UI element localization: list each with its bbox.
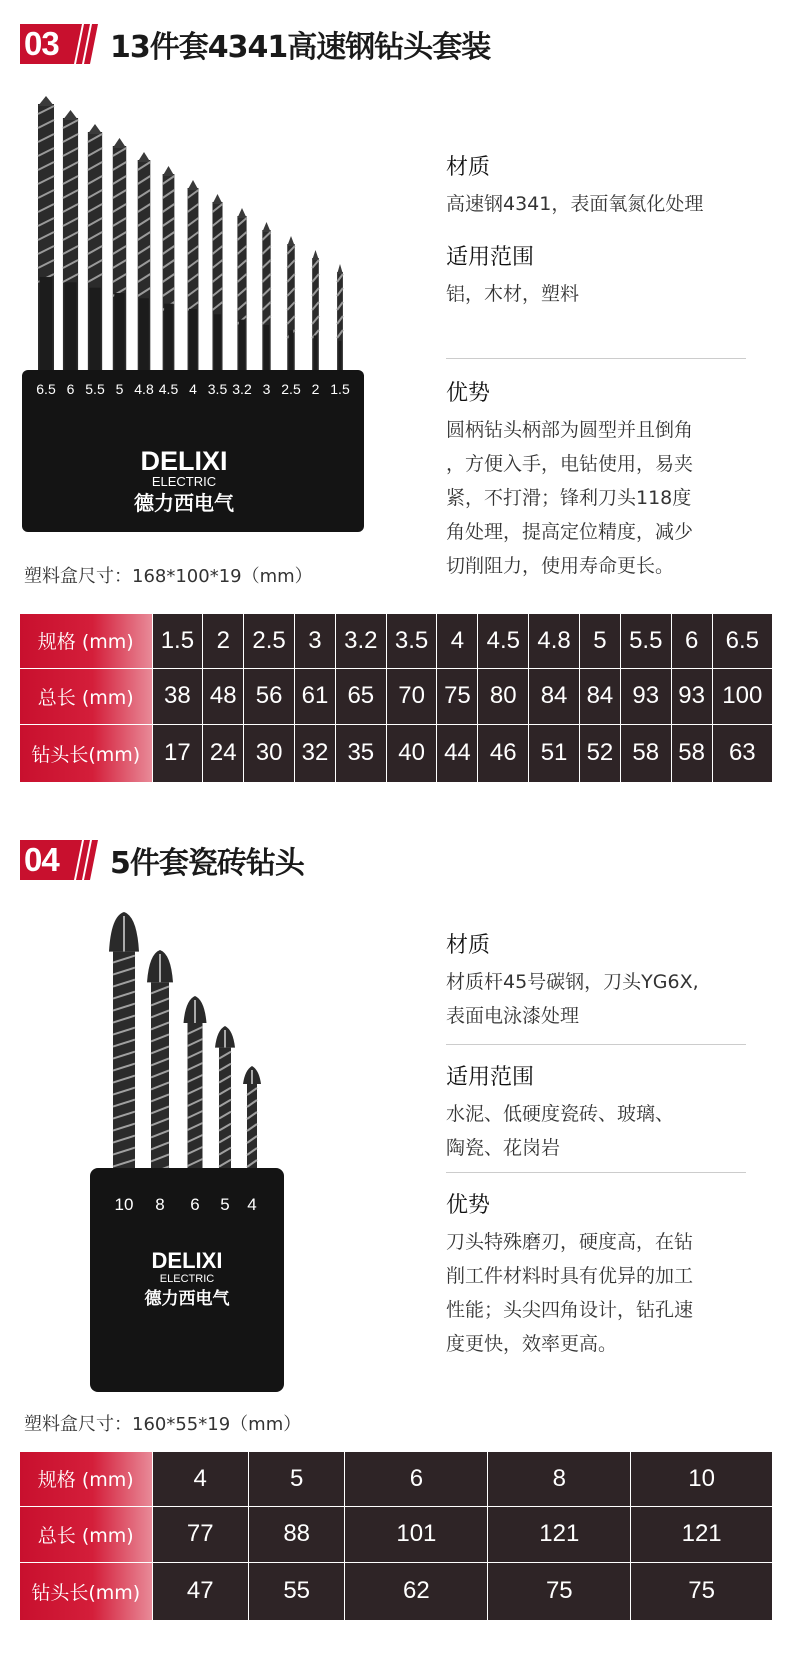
table-row	[20, 1562, 772, 1620]
drill-size-label: 6	[66, 381, 75, 397]
drill-size-label: 2	[311, 381, 320, 397]
info-heading: 材质	[446, 155, 491, 180]
info-divider	[446, 1044, 746, 1045]
table-cell: 44	[437, 724, 478, 782]
tile-drill-bit	[109, 912, 139, 1200]
table-cell: 70	[386, 668, 437, 724]
table-cell: 3.2	[335, 614, 386, 668]
drill-bit	[188, 180, 199, 388]
info-block	[446, 1188, 761, 1361]
drill-bit	[163, 166, 175, 388]
table-cell: 121	[488, 1506, 631, 1562]
info-text-line: ，方便入手，电钻使用，易夹	[446, 453, 694, 475]
info-text-line: 削工件材料时具有优异的加工	[446, 1265, 694, 1287]
table-cell: 63	[712, 724, 772, 782]
drill-size-label: 5.5	[85, 381, 105, 397]
row-label: 钻头长(mm)	[20, 724, 152, 782]
info-heading: 适用范围	[446, 245, 535, 270]
table-cell: 121	[631, 1506, 772, 1562]
drill-bit	[337, 264, 343, 388]
table-cell: 48	[203, 668, 244, 724]
drill-size-label: 3.2	[232, 381, 252, 397]
drill-size-label: 3	[262, 381, 271, 397]
storage-case	[90, 1168, 284, 1392]
table-cell: 8	[488, 1452, 631, 1506]
drill-bit	[287, 236, 295, 388]
table-cell: 62	[345, 1562, 488, 1620]
section-number-badge	[20, 24, 100, 64]
table-row	[20, 668, 772, 724]
table-cell: 47	[152, 1562, 248, 1620]
drill-size-label: 10	[114, 1195, 134, 1214]
table-cell: 4	[437, 614, 478, 668]
table-cell: 24	[203, 724, 244, 782]
table-cell: 30	[244, 724, 295, 782]
info-divider	[446, 1172, 746, 1173]
drill-size-label: 5	[220, 1195, 230, 1214]
drill-size-label: 4	[189, 381, 197, 397]
table-row	[20, 1452, 772, 1506]
brand-sub: ELECTRIC	[159, 1273, 215, 1285]
brand-cn: 德力西电气	[144, 1289, 230, 1309]
table-cell: 58	[620, 724, 671, 782]
table-cell: 84	[579, 668, 620, 724]
table-cell: 6	[671, 614, 712, 668]
drill-size-label: 2.5	[281, 381, 301, 397]
table-cell: 5.5	[620, 614, 671, 668]
box-size-caption: 塑料盒尺寸：168*100*19（mm）	[24, 566, 313, 587]
box-size-caption: 塑料盒尺寸：160*55*19（mm）	[24, 1414, 302, 1435]
brand-sub: ELECTRIC	[151, 474, 217, 489]
info-text-line: 高速钢4341，表面氧氮化处理	[446, 193, 704, 215]
section-04-header	[20, 838, 304, 882]
row-label: 规格 (mm)	[20, 1452, 152, 1506]
drill-bit	[138, 152, 151, 388]
spec-table-5	[20, 1452, 772, 1621]
brand-cn: 德力西电气	[134, 491, 234, 515]
info-text-line: 角处理，提高定位精度，减少	[446, 521, 694, 543]
table-cell: 3.5	[386, 614, 437, 668]
table-cell: 93	[620, 668, 671, 724]
info-divider	[446, 358, 746, 359]
drill-bit	[38, 96, 54, 388]
info-heading: 适用范围	[446, 1065, 535, 1090]
section-title: 5件套瓷砖钻头	[110, 846, 304, 881]
info-heading: 优势	[446, 381, 491, 406]
drill-bit	[262, 222, 270, 388]
drill-size-label: 1.5	[330, 381, 350, 397]
drill-bits-group	[109, 912, 261, 1200]
storage-case	[22, 370, 364, 532]
drill-size-label: 5	[115, 381, 124, 397]
info-text-line: 切削阻力，使用寿命更长。	[446, 555, 675, 577]
table-cell: 61	[294, 668, 335, 724]
drill-size-label: 6.5	[36, 381, 56, 397]
table-cell: 52	[579, 724, 620, 782]
table-cell: 2	[203, 614, 244, 668]
spec-table-13	[20, 614, 772, 783]
drill-size-label: 6	[190, 1195, 200, 1214]
info-text-line: 圆柄钻头柄部为圆型并且倒角	[446, 419, 694, 441]
info-block	[446, 240, 761, 311]
drill-size-label: 3.5	[207, 381, 228, 397]
drill-size-label: 4.8	[134, 381, 154, 397]
section-number: 04	[24, 841, 59, 878]
table-cell: 55	[248, 1562, 344, 1620]
table-cell: 58	[671, 724, 712, 782]
table-cell: 65	[335, 668, 386, 724]
table-cell: 88	[248, 1506, 344, 1562]
table-cell: 46	[478, 724, 529, 782]
info-text-line: 材质杆45号碳钢，刀头YG6X,	[446, 971, 699, 993]
section-03-header	[20, 22, 490, 66]
table-cell: 101	[345, 1506, 488, 1562]
table-cell: 1.5	[152, 614, 203, 668]
table-cell: 35	[335, 724, 386, 782]
table-cell: 84	[529, 668, 580, 724]
table-cell: 51	[529, 724, 580, 782]
brand-logo: DELIXI	[140, 446, 228, 476]
table-cell: 32	[294, 724, 335, 782]
table-cell: 77	[152, 1506, 248, 1562]
brand-logo: DELIXI	[151, 1248, 223, 1273]
info-text-line: 性能；头尖四角设计，钻孔速	[446, 1299, 694, 1321]
info-block	[446, 150, 761, 221]
info-text-line: 铝，木材，塑料	[446, 283, 580, 305]
drill-bit	[237, 208, 246, 388]
section-number-badge	[20, 840, 100, 880]
table-cell: 5	[248, 1452, 344, 1506]
info-heading: 优势	[446, 1193, 491, 1218]
drill-bit	[63, 110, 78, 388]
table-cell: 80	[478, 668, 529, 724]
section-title: 13件套4341高速钢钻头套装	[110, 30, 491, 65]
drill-size-label: 8	[155, 1195, 165, 1214]
row-label: 钻头长(mm)	[20, 1562, 152, 1620]
info-text-line: 刀头特殊磨刃，硬度高，在钻	[446, 1231, 694, 1253]
section-number: 03	[24, 25, 59, 62]
row-label: 规格 (mm)	[20, 614, 152, 668]
info-text-line: 度更快，效率更高。	[446, 1333, 618, 1355]
drill-bit	[88, 124, 102, 388]
table-row	[20, 724, 772, 782]
row-label: 总长 (mm)	[20, 1506, 152, 1562]
drill-bit	[113, 138, 126, 388]
drill-size-label: 4.5	[158, 381, 179, 397]
table-cell: 75	[488, 1562, 631, 1620]
table-row	[20, 614, 772, 668]
table-cell: 2.5	[244, 614, 295, 668]
drill-size-label: 4	[247, 1195, 257, 1214]
drill-set-13-image	[20, 88, 392, 548]
info-heading: 材质	[446, 933, 491, 958]
table-cell: 4.5	[478, 614, 529, 668]
table-cell: 4	[152, 1452, 248, 1506]
table-cell: 40	[386, 724, 437, 782]
table-cell: 56	[244, 668, 295, 724]
drill-bit	[212, 194, 222, 388]
drill-bits-group	[38, 96, 343, 388]
table-cell: 75	[437, 668, 478, 724]
row-label: 总长 (mm)	[20, 668, 152, 724]
info-text-line: 陶瓷、花岗岩	[446, 1137, 561, 1159]
table-cell: 6.5	[712, 614, 772, 668]
drill-bit	[312, 250, 319, 388]
info-text-line: 表面电泳漆处理	[446, 1005, 580, 1027]
info-text-line: 水泥、低硬度瓷砖、玻璃、	[446, 1103, 675, 1125]
tile-drill-bit	[147, 950, 173, 1200]
table-cell: 10	[631, 1452, 772, 1506]
info-block	[446, 928, 761, 1033]
info-text-line: 紧，不打滑；锋利刀头118度	[446, 487, 692, 509]
table-cell: 17	[152, 724, 203, 782]
table-cell: 3	[294, 614, 335, 668]
table-cell: 100	[712, 668, 772, 724]
table-cell: 5	[579, 614, 620, 668]
table-cell: 38	[152, 668, 203, 724]
table-cell: 75	[631, 1562, 772, 1620]
table-row	[20, 1506, 772, 1562]
table-cell: 93	[671, 668, 712, 724]
table-cell: 6	[345, 1452, 488, 1506]
table-cell: 4.8	[529, 614, 580, 668]
info-block	[446, 1060, 761, 1165]
tile-drill-set-5-image	[90, 900, 310, 1395]
info-block	[446, 376, 761, 583]
